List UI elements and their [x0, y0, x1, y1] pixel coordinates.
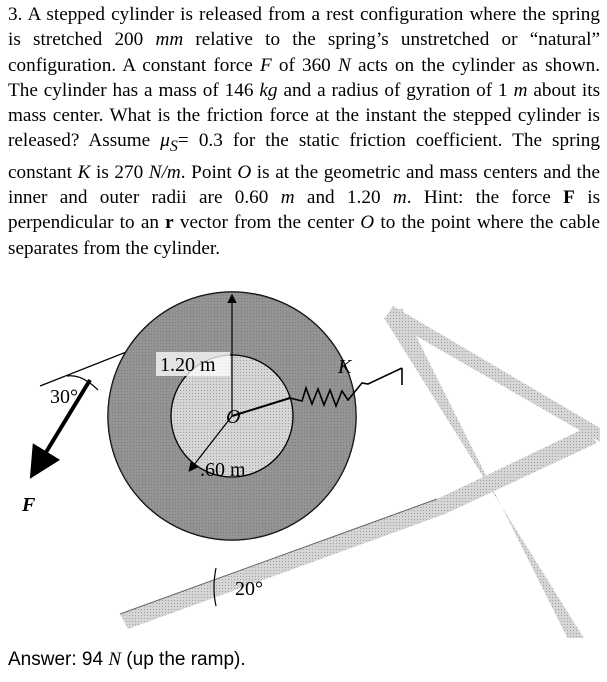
spring-label: K — [338, 356, 352, 378]
problem-number: 3. — [8, 4, 23, 25]
outer-radius-label: 1.20 m — [160, 354, 216, 376]
center-label: O — [226, 406, 241, 428]
angle-ramp-label: 20° — [235, 578, 263, 600]
wall-face — [385, 306, 600, 442]
angle-force-label: 30° — [50, 386, 78, 408]
ramp-wall — [384, 308, 585, 638]
inner-radius-label: .60 m — [200, 459, 246, 481]
stepped-cylinder-figure — [0, 288, 607, 638]
answer: Answer: 94 N (up the ramp). — [8, 649, 246, 670]
problem-statement: 3. A stepped cylinder is released from a rest configuration where the spring is stretched 200 mm relative to the spring’s unstretched or “natural” configuration. A constant force F of 360 N acts on the cylinder as shown. The cylinder has a mass of 146 kg and a radius of gyration of 1 m about its mass center. What is the friction force at the instant the stepped cylinder is released? Assume $\mu_S= 0.3$ for the static friction coefficient. The spring constant K is 270 N/m. Point O is at the geometric and mass centers and the inner and outer radii are 0.60 m and 1.20 m. Hint: the force F is perpendicular to an r vector from the center O to the point where the cable separates from the cylinder. — [8, 4, 601, 259]
force-label: F — [22, 494, 36, 516]
